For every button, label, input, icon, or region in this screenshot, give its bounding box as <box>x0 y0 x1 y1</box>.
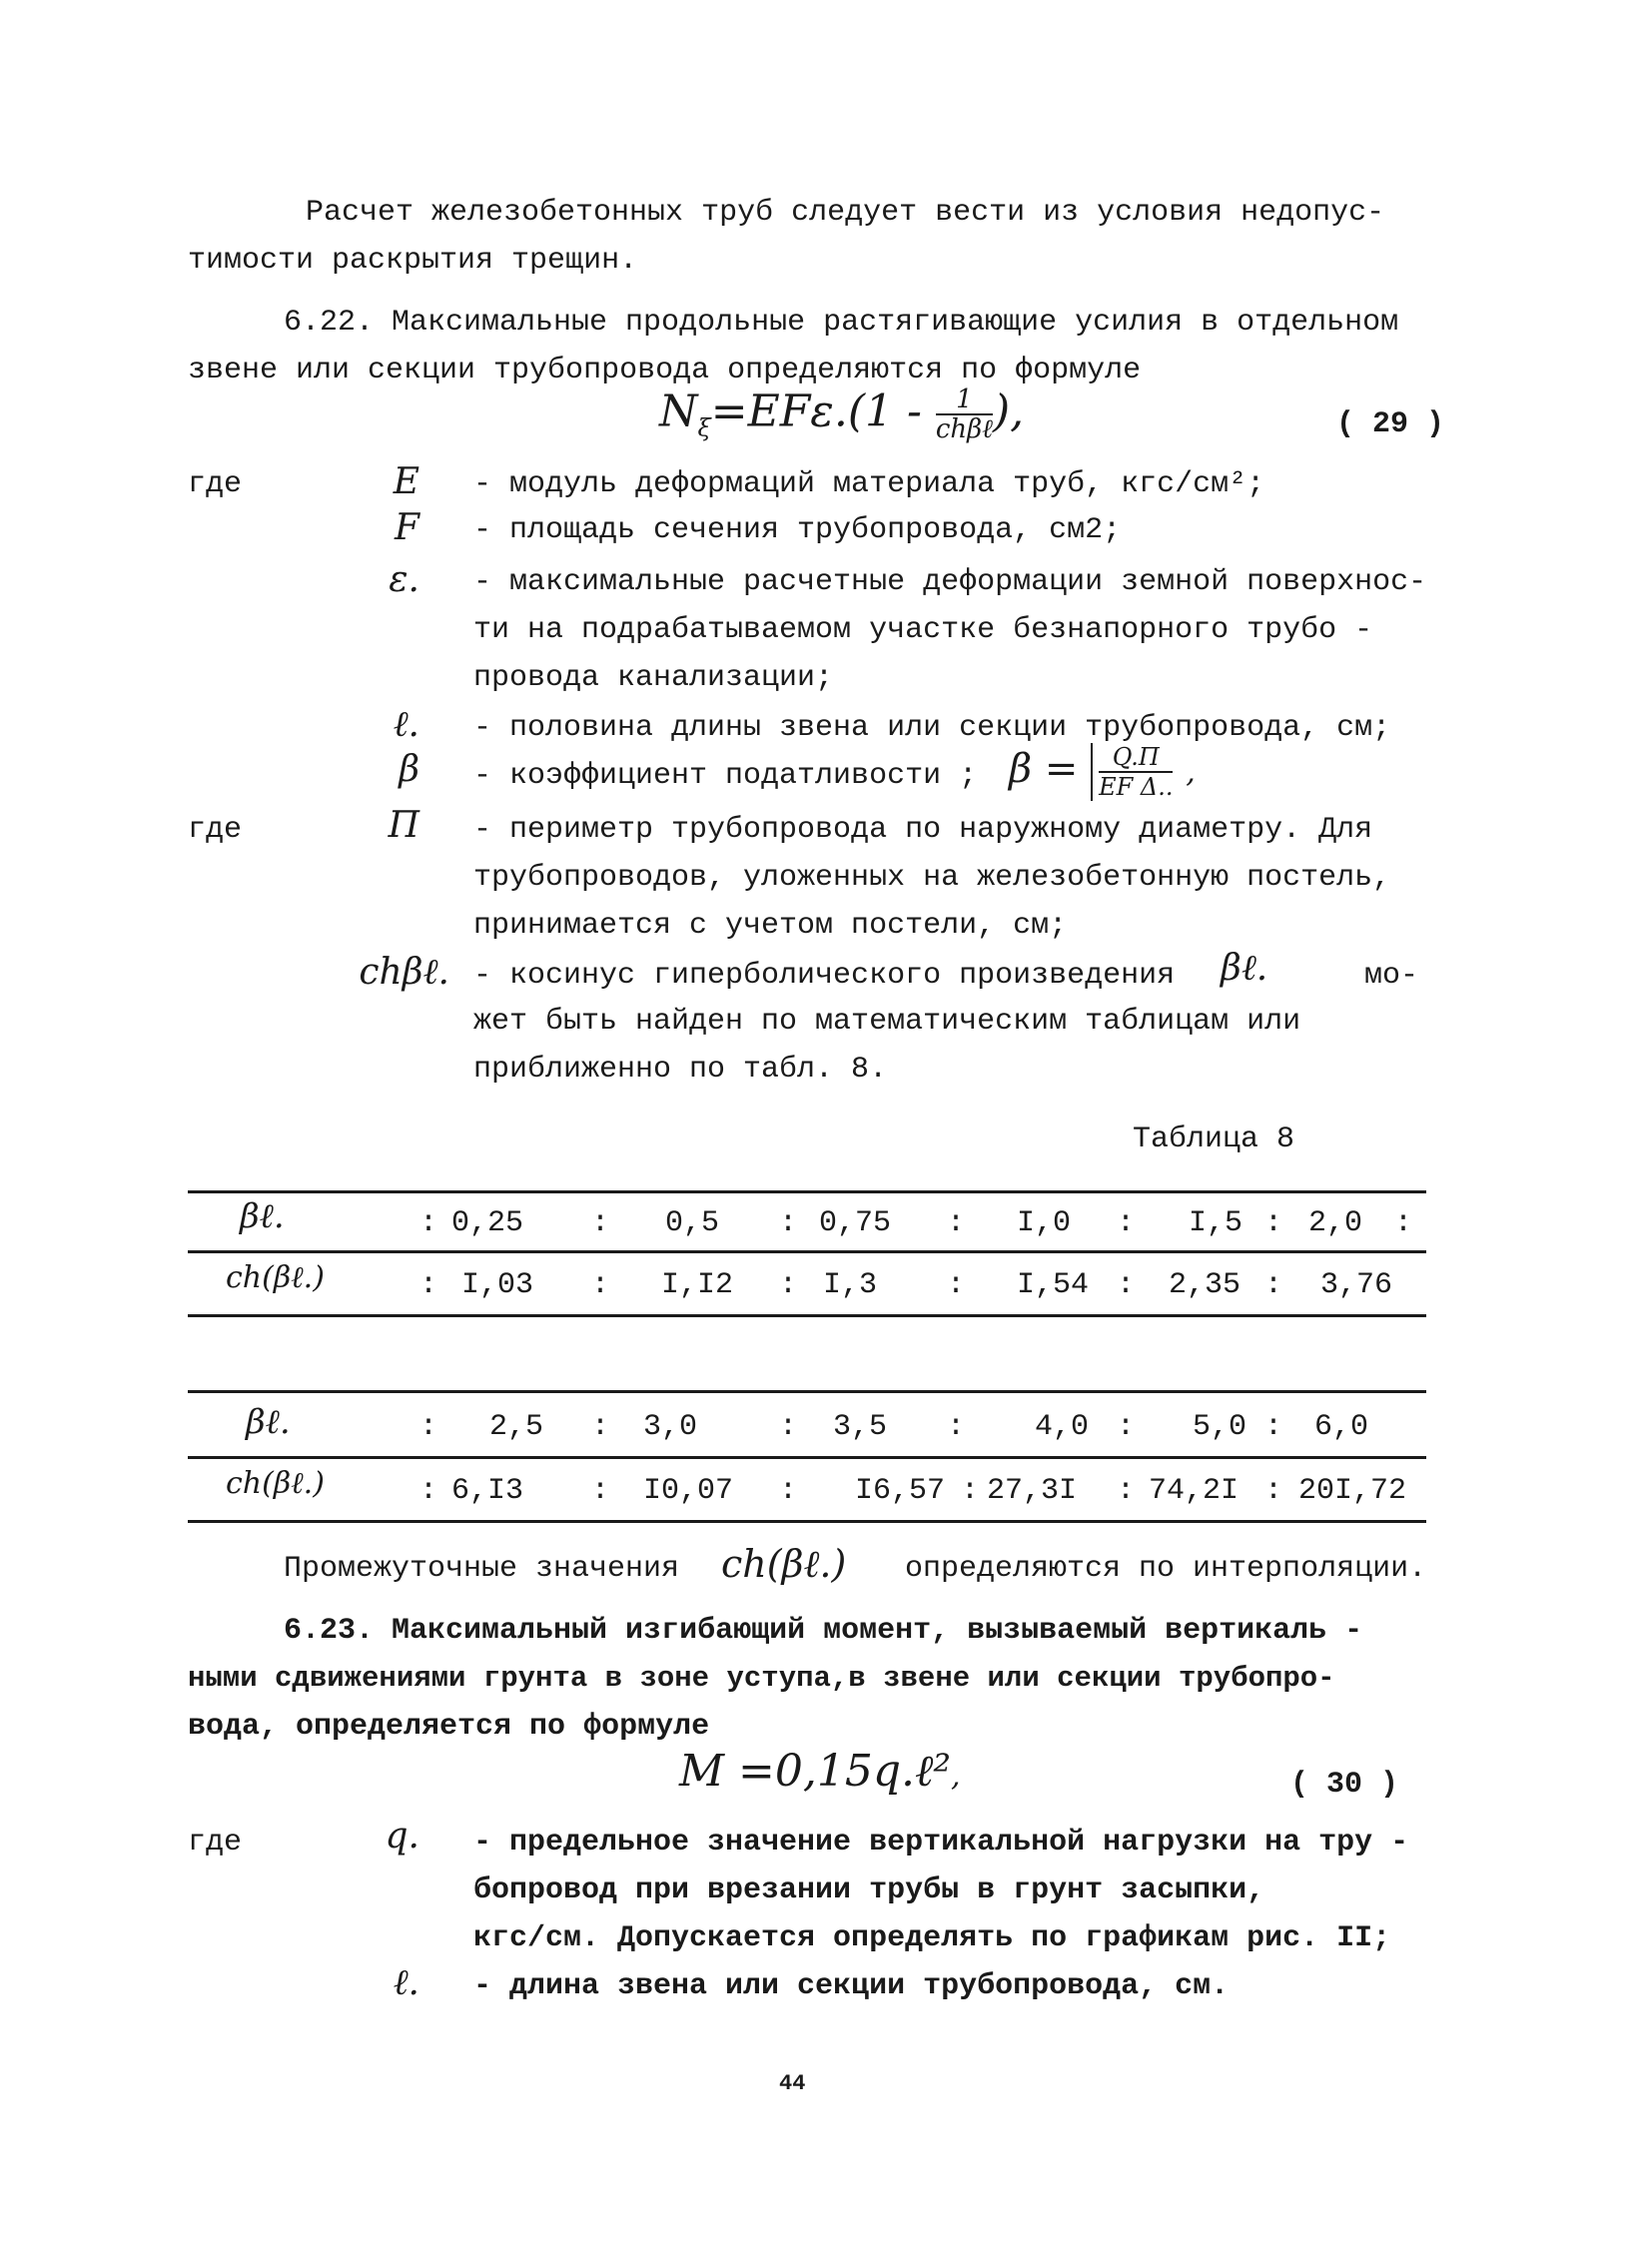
table-part1-bl-colon: : <box>1264 1206 1283 1240</box>
section-6-22-line-1: 6.22. Максимальные продольные растягивающие усилия в отдельном <box>284 306 1399 340</box>
formula-29-close: ), <box>993 385 1025 437</box>
section-6-23-line-3: вода, определяется по формуле <box>188 1710 710 1744</box>
table-part2-ch-colon: : <box>419 1474 438 1508</box>
def-text-chbl-3: приближенно по табл. 8. <box>473 1053 888 1087</box>
table-part1-ch-colon: : <box>1117 1268 1136 1302</box>
def-text-chbl-1: - косинус гиперболического произведения <box>473 959 1176 993</box>
table-part1-bl-cell: 0,25 <box>451 1206 524 1240</box>
def2-symbol-l: ℓ. <box>393 1962 419 2003</box>
table-part2-ch-colon: : <box>591 1474 610 1508</box>
def2-text-q-1: - предельное значение вертикальной нагрузки на тру - <box>473 1826 1409 1860</box>
table-part1-bl-colon: : <box>1117 1206 1136 1240</box>
table-part2-ch-cell: 20I,72 <box>1298 1474 1407 1508</box>
def-text-P-3: принимается с учетом постели, см; <box>473 909 1068 943</box>
formula-30-number: ( 30 ) <box>1290 1768 1399 1802</box>
intro-line-1: Расчет железобетонных труб следует вести из условия недопус- <box>306 196 1385 230</box>
table-part1-ch-colon: : <box>1264 1268 1283 1302</box>
table-part1-row-label-bl: βℓ. <box>240 1196 285 1236</box>
page-number: 44 <box>779 2071 806 2096</box>
def-symbol-E: E <box>393 461 419 502</box>
table-part2-ch-cell: I0,07 <box>643 1474 734 1508</box>
def-text-epsilon-1: - максимальные расчетные деформации земной поверхнос- <box>473 565 1427 599</box>
table-part1-bl-cell: I,0 <box>1017 1206 1072 1240</box>
def-symbol-chbl: chβℓ. <box>359 952 449 993</box>
section-6-23-line-2: ными сдвижениями грунта в зоне уступа,в звене или секции трубопро- <box>188 1662 1335 1695</box>
table-part2-ch-colon: : <box>779 1474 798 1508</box>
table-part1-ch-cell: 3,76 <box>1320 1268 1393 1302</box>
table-part2-ch-colon: : <box>1117 1474 1136 1508</box>
beta-formula-tail: , <box>1186 755 1196 790</box>
table-part1-ch-colon: : <box>591 1268 610 1302</box>
def-text-l: - половина длины звена или секции трубопровода, см; <box>473 711 1391 745</box>
table-part2-bl-cell: 6,0 <box>1314 1410 1369 1444</box>
formula-29-rhs: =EFε.(1 - <box>710 385 936 437</box>
table-part2-bl-colon: : <box>419 1410 438 1444</box>
formula-29-numerator: 1 <box>936 385 993 415</box>
intro-line-2: тимости раскрытия трещин. <box>188 244 638 278</box>
table-part2-bl-colon: : <box>779 1410 798 1444</box>
def-symbol-l: ℓ. <box>393 704 419 745</box>
table-8-caption: Таблица 8 <box>1133 1122 1295 1156</box>
table-part2-ch-colon: : <box>1264 1474 1283 1508</box>
table-part1-ch-cell: I,03 <box>461 1268 534 1302</box>
table-part2-bl-colon: : <box>947 1410 966 1444</box>
chbl-inline-tail: мо- <box>1364 959 1419 993</box>
def-text-epsilon-3: провода канализации; <box>473 661 834 695</box>
table-part2-bl-colon: : <box>1264 1410 1283 1444</box>
table-part1-ch-cell: I,3 <box>823 1268 878 1302</box>
table-part2-ch-cell: 74,2I <box>1149 1474 1239 1508</box>
def-text-epsilon-2: ти на подрабатываемом участке безнапорного трубо - <box>473 613 1373 647</box>
table-part2-ch-cell: I6,57 <box>855 1474 946 1508</box>
formula-29 <box>659 385 1024 443</box>
interp-post: определяются по интерполяции. <box>905 1552 1427 1586</box>
table-part2-bl-cell: 3,0 <box>643 1410 698 1444</box>
def-symbol-epsilon: ε. <box>389 559 419 600</box>
def2-text-l: - длина звена или секции трубопровода, см. <box>473 1969 1230 2003</box>
def-symbol-F: F <box>395 507 419 548</box>
formula-30 <box>679 1746 961 1797</box>
where-label-3: где <box>188 1826 243 1860</box>
formula-29-lhs: N <box>659 385 698 437</box>
section-6-23-line-1: 6.23. Максимальный изгибающий момент, вызываемый вертикаль - <box>284 1614 1363 1648</box>
table-part1-bl-colon: : <box>779 1206 798 1240</box>
interp-expr: ch(βℓ.) <box>721 1542 847 1586</box>
formula-30-body: M =0,15q.ℓ² <box>679 1746 951 1797</box>
table-part1-bl-cell: 0,75 <box>819 1206 892 1240</box>
chbl-inline-expr: βℓ. <box>1221 948 1268 989</box>
table-part2-mid-rule <box>188 1456 1426 1459</box>
def2-symbol-q: q. <box>385 1816 419 1857</box>
formula-29-fraction <box>936 385 993 443</box>
table-part1-bl-colon: : <box>1394 1206 1413 1240</box>
table-part2-row-label-ch: ch(βℓ.) <box>226 1466 325 1501</box>
table-part1-ch-colon: : <box>419 1268 438 1302</box>
def-text-E: - модуль деформаций материала труб, кгс/см²; <box>473 467 1265 501</box>
table-part1-ch-cell: I,I2 <box>661 1268 734 1302</box>
table-part1-bl-colon: : <box>419 1206 438 1240</box>
table-part1-ch-colon: : <box>947 1268 966 1302</box>
where-label-2: где <box>188 813 243 847</box>
table-part1-ch-cell: I,54 <box>1017 1268 1090 1302</box>
formula-30-tail: , <box>951 1759 961 1794</box>
beta-formula <box>1009 743 1196 801</box>
table-part2-bl-cell: 5,0 <box>1193 1410 1247 1444</box>
table-part1-bl-colon: : <box>947 1206 966 1240</box>
table-part1-bl-cell: I,5 <box>1189 1206 1243 1240</box>
table-part1-mid-rule <box>188 1250 1426 1253</box>
beta-formula-num: Q.П <box>1099 743 1173 773</box>
def-text-beta: - коэффициент податливости ; <box>473 759 978 793</box>
table-part1-bl-cell: 0,5 <box>665 1206 720 1240</box>
table-part1-row-label-ch: ch(βℓ.) <box>226 1260 325 1295</box>
section-6-22-line-2: звене или секции трубопровода определяются по формуле <box>188 354 1142 387</box>
table-part2-bl-cell: 2,5 <box>489 1410 544 1444</box>
table-part1-top-rule <box>188 1190 1426 1193</box>
def2-text-q-3: кгс/см. Допускается определять по графикам рис. II; <box>473 1921 1391 1955</box>
table-part1-bottom-rule <box>188 1314 1426 1317</box>
formula-29-denominator: chβℓ <box>935 414 994 444</box>
beta-formula-root <box>1091 743 1173 801</box>
formula-29-sub: ξ <box>697 413 711 442</box>
table-part1-bl-cell: 2,0 <box>1308 1206 1363 1240</box>
interp-pre: Промежуточные значения <box>284 1552 680 1586</box>
table-part2-bl-cell: 4,0 <box>1035 1410 1090 1444</box>
table-part1-ch-colon: : <box>779 1268 798 1302</box>
table-part1-bl-colon: : <box>591 1206 610 1240</box>
table-part1-ch-cell: 2,35 <box>1169 1268 1241 1302</box>
def-text-P-1: - периметр трубопровода по наружному диаметру. Для <box>473 813 1373 847</box>
table-part2-ch-colon: : <box>961 1474 980 1508</box>
beta-formula-lhs: β = <box>1009 746 1079 792</box>
def-text-chbl-2: жет быть найден по математическим таблицам или <box>473 1005 1301 1039</box>
def2-text-q-2: бопровод при врезании трубы в грунт засыпки, <box>473 1873 1265 1907</box>
def-text-P-2: трубопроводов, уложенных на железобетонную постель, <box>473 861 1391 895</box>
def-symbol-beta: β <box>399 749 419 790</box>
table-part2-top-rule <box>188 1390 1426 1393</box>
formula-29-number: ( 29 ) <box>1336 407 1445 441</box>
where-label-1: где <box>188 467 243 501</box>
beta-formula-den: EF Δ.. <box>1099 773 1174 801</box>
def-symbol-P: П <box>388 805 419 846</box>
table-part2-bottom-rule <box>188 1520 1426 1523</box>
table-part2-bl-colon: : <box>1117 1410 1136 1444</box>
table-part2-ch-cell: 27,3I <box>987 1474 1078 1508</box>
table-part2-bl-colon: : <box>591 1410 610 1444</box>
def-text-F: - площадь сечения трубопровода, см2; <box>473 513 1122 547</box>
table-part2-ch-cell: 6,I3 <box>451 1474 524 1508</box>
table-part2-row-label-bl: βℓ. <box>246 1402 291 1442</box>
table-part2-bl-cell: 3,5 <box>833 1410 888 1444</box>
